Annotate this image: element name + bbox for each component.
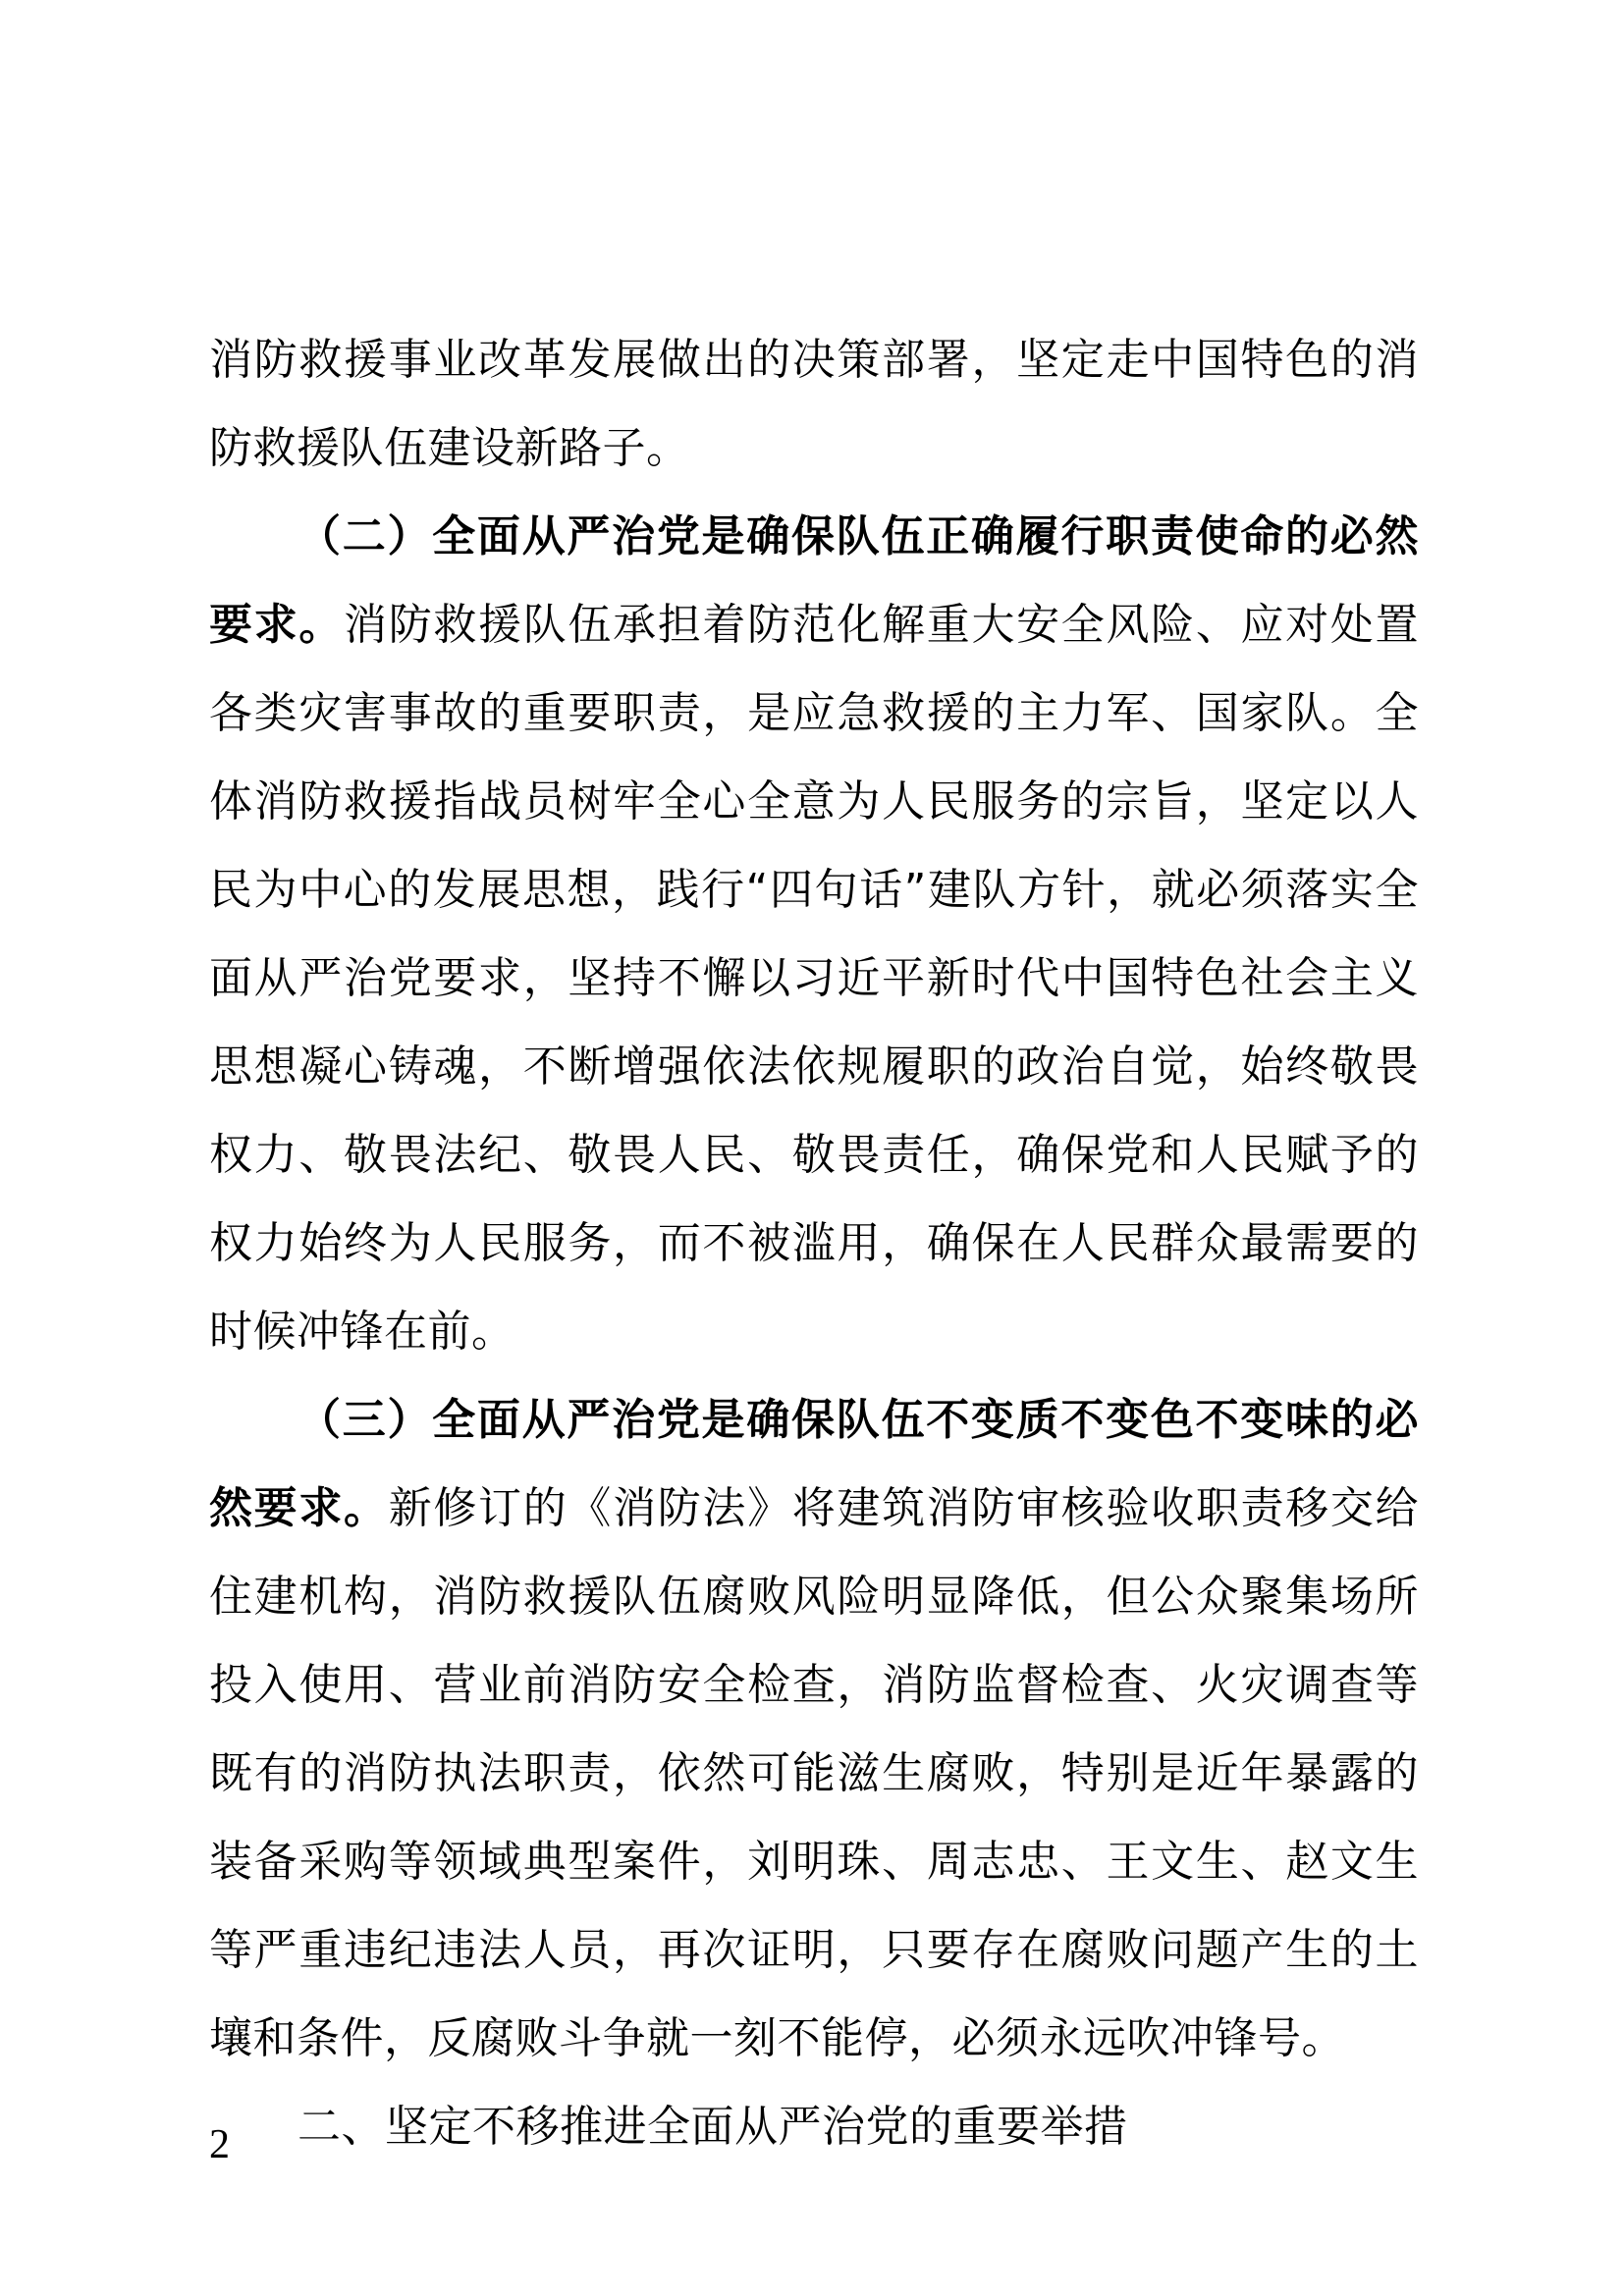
section-heading: 二、坚定不移推进全面从严治党的重要举措 — [298, 2102, 1128, 2152]
paragraph-section-3 — [209, 1376, 1419, 2083]
paragraph-body: 消防救援队伍承担着防范化解重大安全风险、应对处置各类灾害事故的重要职责，是应急救援的主力军、国家队。全体消防救援指战员树牢全心全意为人民服务的宗旨，坚定以人民为中心的发展思想，践行“四句话”建队方针，就必须落实全面从严治党要求，坚持不懈以习近平新时代中国特色社会主义思想凝心铸魂，不断增强依法依规履职的政治自觉，始终敬畏权力、敬畏法纪、敬畏人民、敬畏责任，确保党和人民赋予的权力始终为人民服务，而不被滥用，确保在人民群众最需要的时候冲锋在前。 — [209, 600, 1420, 1357]
paragraph-lead-heading: （二）全面从严治党是确保队伍正确履行职责使命的必然要求。 — [209, 511, 1419, 650]
paragraph-continuation — [209, 316, 1419, 493]
page-number: 2 — [209, 2122, 230, 2167]
paragraph-body: 消防救援事业改革发展做出的决策部署，坚定走中国特色的消防救援队伍建设新路子。 — [209, 335, 1419, 473]
paragraph-body: 新修订的《消防法》将建筑消防审核验收职责移交给住建机构，消防救援队伍腐败风险明显降低，但公众聚集场所投入使用、营业前消防安全检查，消防监督检查、火灾调查等既有的消防执法职责，依然可能滋生腐败，特别是近年暴露的装备采购等领域典型案件，刘明珠、周志忠、王文生、赵文生等严重违纪违法人员，再次证明，只要存在腐败问题产生的土壤和条件，反腐败斗争就一刻不能停，必须永远吹冲锋号。 — [209, 1483, 1420, 2063]
document-page — [209, 316, 1419, 2171]
paragraph-section-2 — [209, 493, 1419, 1376]
paragraph-lead-heading: （三）全面从严治党是确保队伍不变质不变色不变味的必然要求。 — [209, 1395, 1419, 1533]
